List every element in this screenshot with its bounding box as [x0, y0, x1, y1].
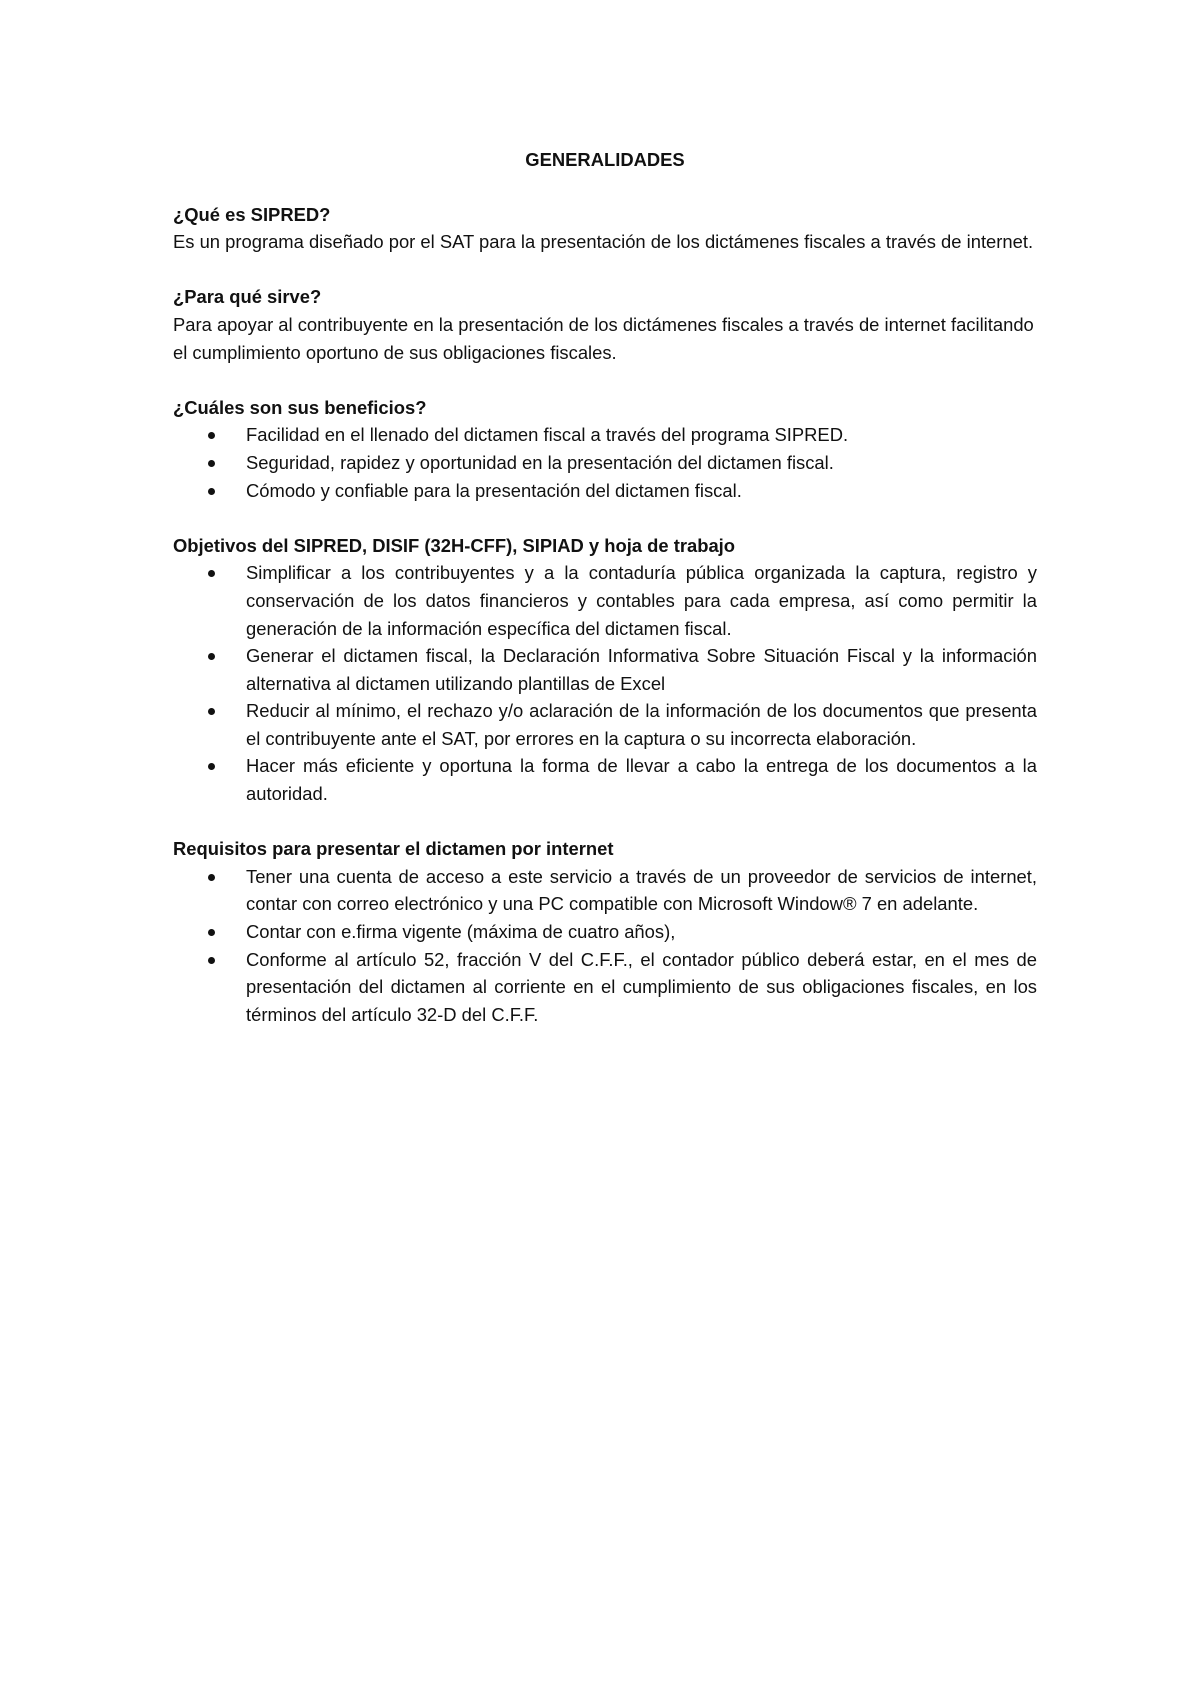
- list-item-text: Contar con e.firma vigente (máxima de cuatro años),: [246, 921, 676, 943]
- bullet-list: [173, 863, 1037, 1029]
- bullet-icon: [208, 570, 215, 577]
- list-item-text: Simplificar a los contribuyentes y a la contaduría pública organizada la captura, registro y conservación de los datos financieros y contables para cada empresa, así como permitir la generación de la información específica del dictamen fiscal.: [246, 562, 1037, 639]
- list-item: [173, 752, 1037, 807]
- list-item: [173, 449, 1037, 477]
- list-item: [173, 863, 1037, 918]
- list-item: [173, 559, 1037, 642]
- section-heading: Requisitos para presentar el dictamen por internet: [173, 838, 614, 860]
- list-item-text: Tener una cuenta de acceso a este servicio a través de un proveedor de servicios de internet, contar con correo electrónico y una PC compatible con Microsoft Window® 7 en adelante.: [246, 865, 1037, 915]
- list-item: [173, 421, 1037, 449]
- bullet-icon: [208, 957, 215, 964]
- section-heading: ¿Para qué sirve?: [173, 286, 322, 308]
- list-item: [173, 642, 1037, 697]
- list-item-text: Conforme al artículo 52, fracción V del C.F.F., el contador público deberá estar, en el mes de presentación del dictamen al corriente en el cumplimiento de sus obligaciones fiscales, en los términos del artículo 32-D del C.F.F.: [246, 948, 1037, 1025]
- bullet-icon: [208, 432, 215, 439]
- bullet-icon: [208, 708, 215, 715]
- bullet-list: [173, 559, 1037, 807]
- document-title: GENERALIDADES: [525, 149, 685, 170]
- list-item-text: Cómodo y confiable para la presentación del dictamen fiscal.: [246, 479, 742, 501]
- section-heading: ¿Cuáles son sus beneficios?: [173, 396, 427, 418]
- section-para-que-sirve: [173, 283, 1037, 366]
- section-requisitos: [173, 835, 1037, 1028]
- bullet-list: [173, 421, 1037, 504]
- section-objetivos: [173, 532, 1037, 808]
- section-paragraph: Para apoyar al contribuyente en la presentación de los dictámenes fiscales a través de internet facilitando el cumplimiento oportuno de sus obligaciones fiscales.: [173, 313, 1034, 363]
- list-item-text: Seguridad, rapidez y oportunidad en la presentación del dictamen fiscal.: [246, 451, 834, 473]
- document-page: [173, 146, 1037, 1056]
- list-item-text: Hacer más eficiente y oportuna la forma de llevar a cabo la entrega de los documentos a la autoridad.: [246, 755, 1037, 805]
- bullet-icon: [208, 460, 215, 467]
- section-beneficios: [173, 394, 1037, 504]
- section-heading: Objetivos del SIPRED, DISIF (32H-CFF), SIPIAD y hoja de trabajo: [173, 534, 736, 556]
- bullet-icon: [208, 653, 215, 660]
- section-que-es-sipred: [173, 201, 1037, 256]
- list-item: [173, 697, 1037, 752]
- section-heading: ¿Qué es SIPRED?: [173, 203, 331, 225]
- list-item-text: Facilidad en el llenado del dictamen fiscal a través del programa SIPRED.: [246, 424, 849, 446]
- list-item: [173, 918, 1037, 946]
- list-item-text: Reducir al mínimo, el rechazo y/o aclaración de la información de los documentos que presenta el contribuyente ante el SAT, por errores en la captura o su incorrecta elaboración.: [246, 700, 1037, 749]
- section-paragraph: Es un programa diseñado por el SAT para la presentación de los dictámenes fiscales a través de internet.: [173, 231, 1034, 253]
- list-item: [173, 477, 1037, 505]
- bullet-icon: [208, 763, 215, 770]
- bullet-icon: [208, 488, 215, 495]
- list-item-text: Generar el dictamen fiscal, la Declaración Informativa Sobre Situación Fiscal y la información alternativa al dictamen utilizando plantillas de Excel: [246, 645, 1037, 694]
- bullet-icon: [208, 929, 215, 936]
- list-item: [173, 946, 1037, 1029]
- bullet-icon: [208, 874, 215, 881]
